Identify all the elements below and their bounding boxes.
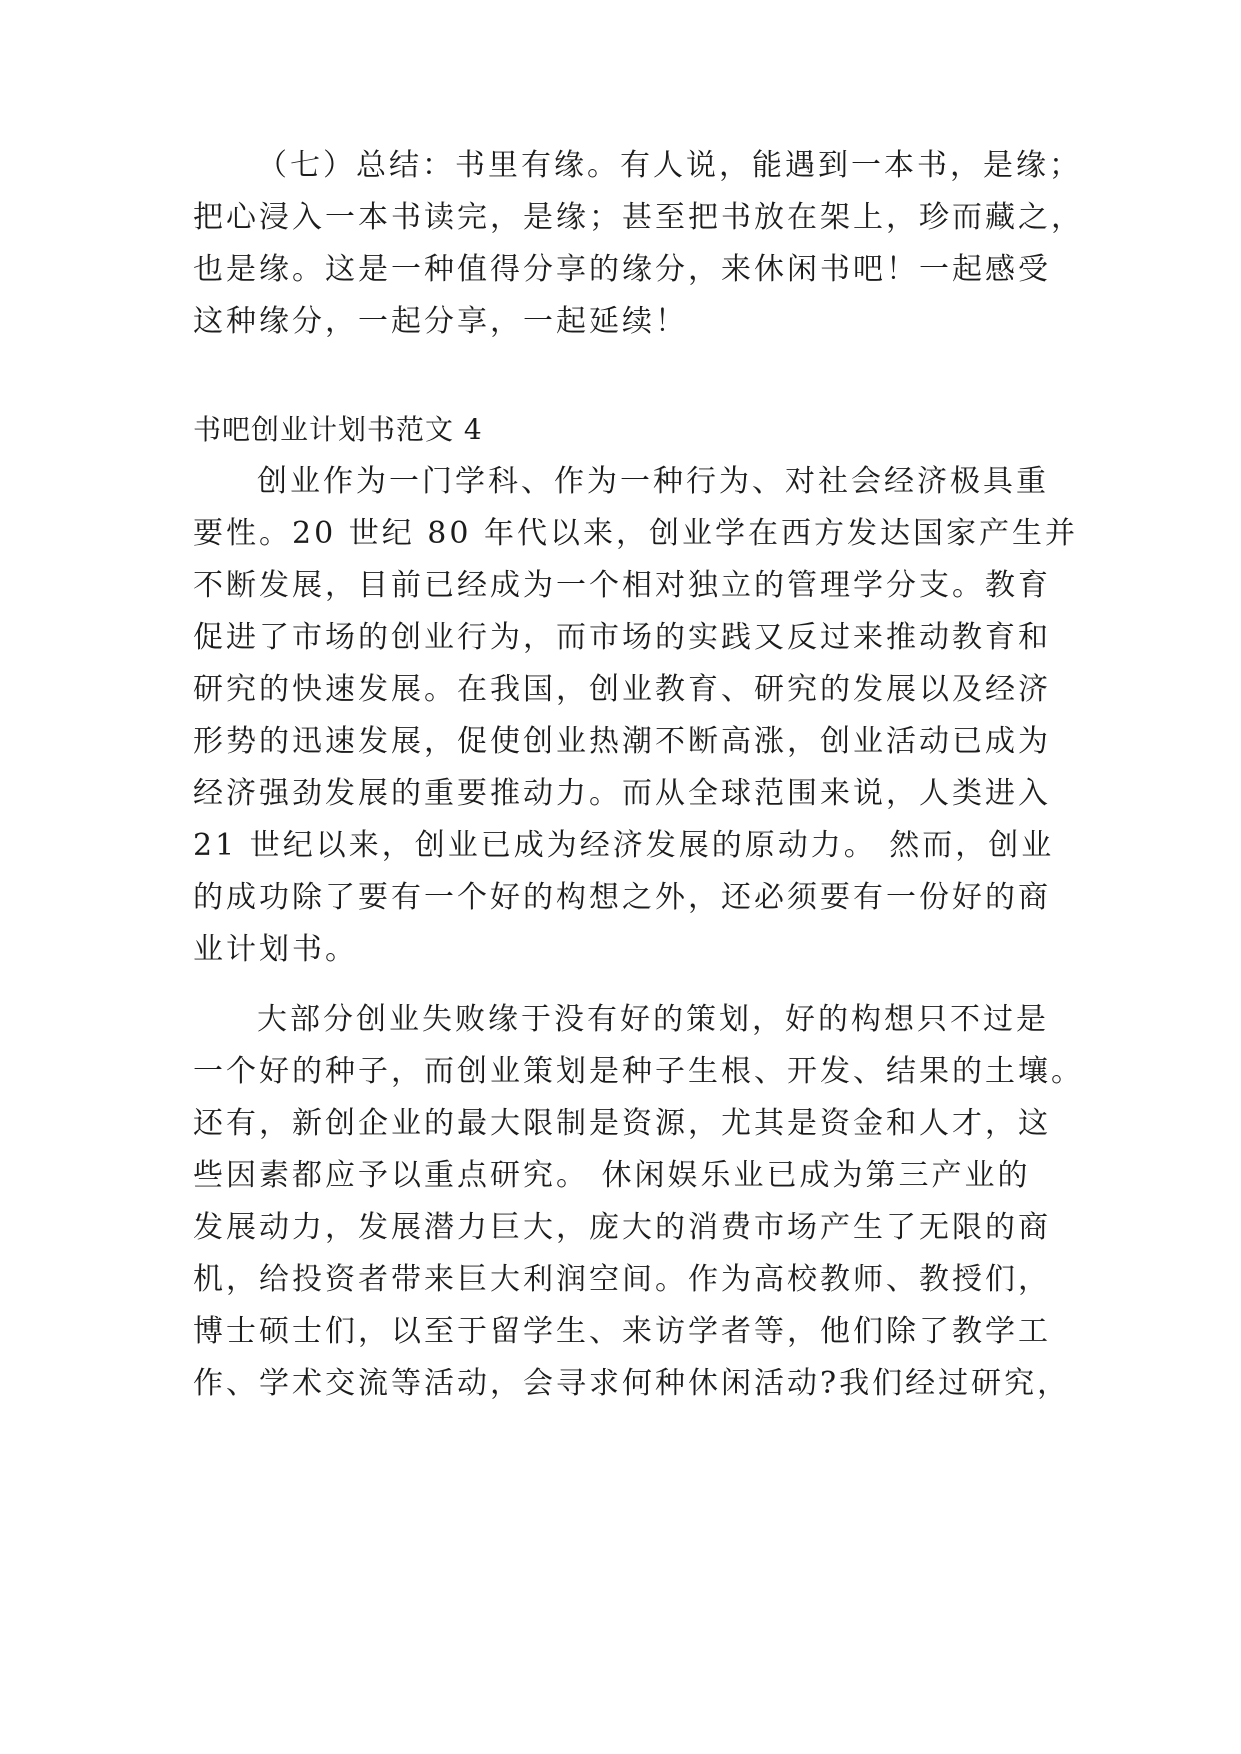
paragraph1-line-10: 业计划书。 — [193, 932, 358, 967]
paragraph1-line-4: 促进了市场的创业行为，而市场的实践又反过来推动教育和 — [193, 620, 1051, 655]
paragraph1-line-7: 经济强劲发展的重要推动力。而从全球范围来说，人类进入 — [193, 776, 1051, 811]
paragraph1-line-2: 要性。20 世纪 80 年代以来，创业学在西方发达国家产生并 — [193, 516, 1078, 551]
paragraph1-line-8: 21 世纪以来，创业已成为经济发展的原动力。 然而，创业 — [193, 828, 1055, 863]
paragraph2-line-2: 一个好的种子，而创业策划是种子生根、开发、结果的土壤。 — [193, 1054, 1084, 1089]
paragraph1-line-9: 的成功除了要有一个好的构想之外，还必须要有一份好的商 — [193, 880, 1051, 915]
paragraph1-line-1: 创业作为一门学科、作为一种行为、对社会经济极具重 — [257, 464, 1049, 499]
section7-line-3: 也是缘。这是一种值得分享的缘分，来休闲书吧！一起感受 — [193, 252, 1051, 287]
paragraph2-line-6: 机，给投资者带来巨大利润空间。作为高校教师、教授们， — [193, 1262, 1051, 1297]
paragraph1-line-6: 形势的迅速发展，促使创业热潮不断高涨，创业活动已成为 — [193, 724, 1051, 759]
paragraph2-line-8: 作、学术交流等活动，会寻求何种休闲活动?我们经过研究， — [193, 1366, 1071, 1401]
section7-line-4: 这种缘分，一起分享，一起延续！ — [193, 304, 688, 339]
paragraph1-line-5: 研究的快速发展。在我国，创业教育、研究的发展以及经济 — [193, 672, 1051, 707]
paragraph2-line-5: 发展动力，发展潜力巨大，庞大的消费市场产生了无限的商 — [193, 1210, 1051, 1245]
paragraph2-line-1: 大部分创业失败缘于没有好的策划，好的构想只不过是 — [257, 1002, 1049, 1037]
paragraph2-line-3: 还有，新创企业的最大限制是资源，尤其是资金和人才，这 — [193, 1106, 1051, 1141]
paragraph2-line-4: 些因素都应予以重点研究。 休闲娱乐业已成为第三产业的 — [193, 1158, 1031, 1193]
section7-line-2: 把心浸入一本书读完，是缘；甚至把书放在架上，珍而藏之， — [193, 200, 1084, 235]
section-heading: 书吧创业计划书范文 4 — [193, 413, 483, 446]
paragraph1-line-3: 不断发展，目前已经成为一个相对独立的管理学分支。教育 — [193, 568, 1051, 603]
paragraph2-line-7: 博士硕士们，以至于留学生、来访学者等，他们除了教学工 — [193, 1314, 1051, 1349]
section7-line-1: （七）总结：书里有缘。有人说，能遇到一本书，是缘； — [257, 148, 1082, 183]
